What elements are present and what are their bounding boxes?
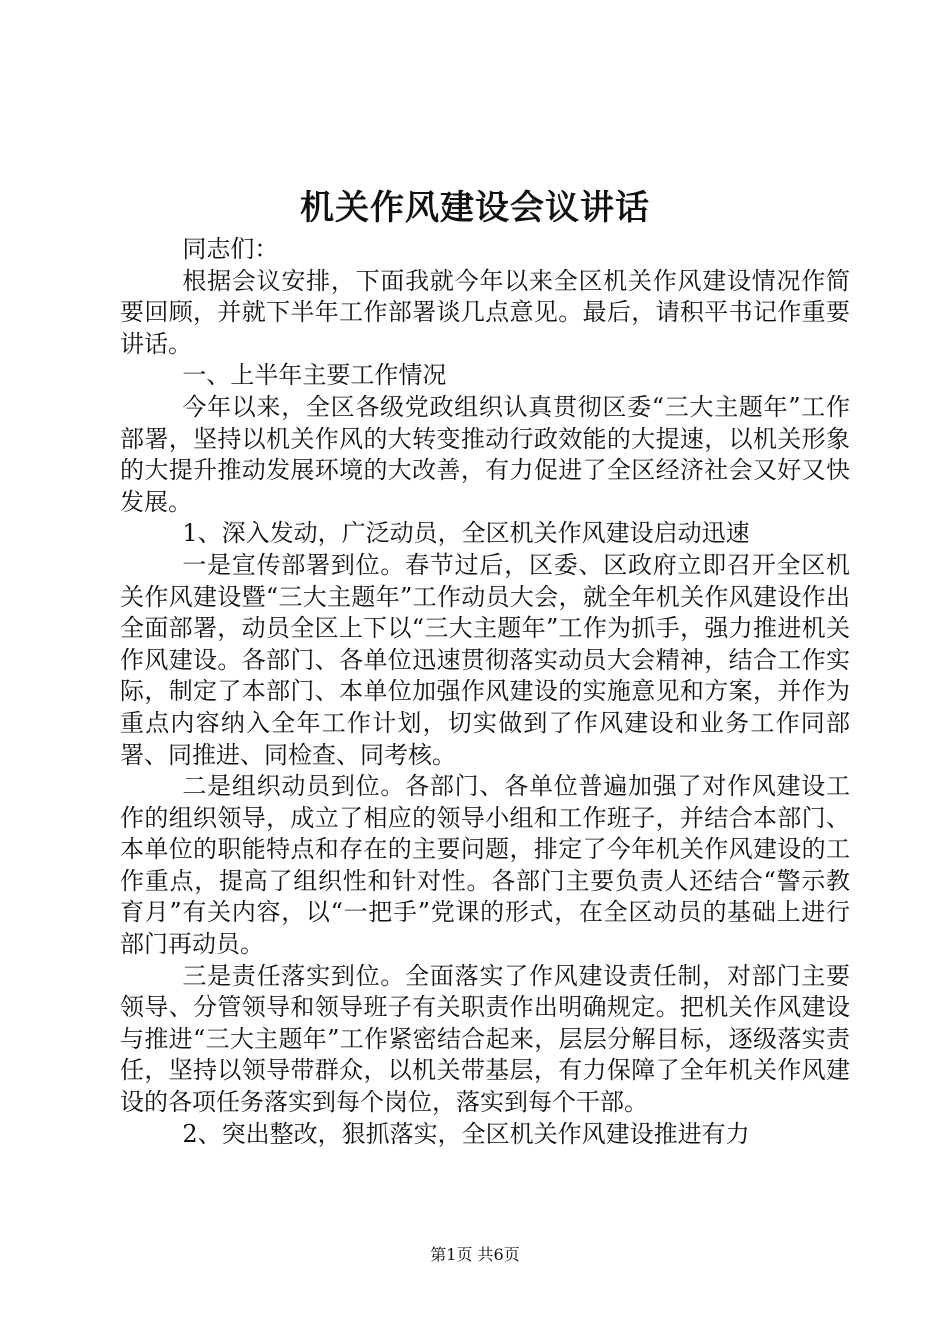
point-paragraph-1: 一是宣传部署到位。春节过后，区委、区政府立即召开全区机关作风建设暨“三大主题年”工作动员大会，就全年机关作风建设作出全面部署，动员全区上下以“三大主题年”工作为抓手，强力推进机关作风建设。各部门、各单位迅速贯彻落实动员大会精神，结合工作实际，制定了本部门、本单位加强作风建设的实施意见和方案，并作为重点内容纳入全年工作计划，切实做到了作风建设和业务工作同部署、同推进、同检查、同考核。 [120,550,850,769]
section-heading-1: 一、上半年主要工作情况 [182,361,447,390]
salutation: 同志们： [182,235,279,263]
document-body [120,234,850,1150]
intro-paragraph: 根据会议安排，下面我就今年以来全区机关作风建设情况作简要回顾，并就下半年工作部署谈几点意见。最后，请积平书记作重要讲话。 [120,266,850,358]
page-number: 第1页 共6页 [430,1245,520,1264]
point-paragraph-3: 三是责任落实到位。全面落实了作风建设责任制，对部门主要领导、分管领导和领导班子有关职责作出明确规定。把机关作风建设与推进“三大主题年”工作紧密结合起来，层层分解目标，逐级落实责任，坚持以领导带群众，以机关带基层，有力保障了全年机关作风建设的各项任务落实到每个岗位，落实到每个干部。 [120,961,850,1117]
point-paragraph-2: 二是组织动员到位。各部门、各单位普遍加强了对作风建设工作的组织领导，成立了相应的领导小组和工作班子，并结合本部门、本单位的职能特点和存在的主要问题，排定了今年机关作风建设的工作重点，提高了组织性和针对性。各部门主要负责人还结合“警示教育月”有关内容，以“一把手”党课的形式，在全区动员的基础上进行部门再动员。 [120,772,850,959]
document-title: 机关作风建设会议讲话 [300,188,650,228]
subsection-heading-1: 1、深入发动，广泛动员，全区机关作风建设启动迅速 [182,519,750,548]
overview-paragraph: 今年以来，全区各级党政组织认真贯彻区委“三大主题年”工作部署，坚持以机关作风的大转变推动行政效能的大提速，以机关形象的大提升推动发展环境的大改善，有力促进了全区经济社会又好又快发展。 [120,392,850,516]
subsection-heading-2: 2、突出整改，狠抓落实，全区机关作风建设推进有力 [182,1119,750,1148]
